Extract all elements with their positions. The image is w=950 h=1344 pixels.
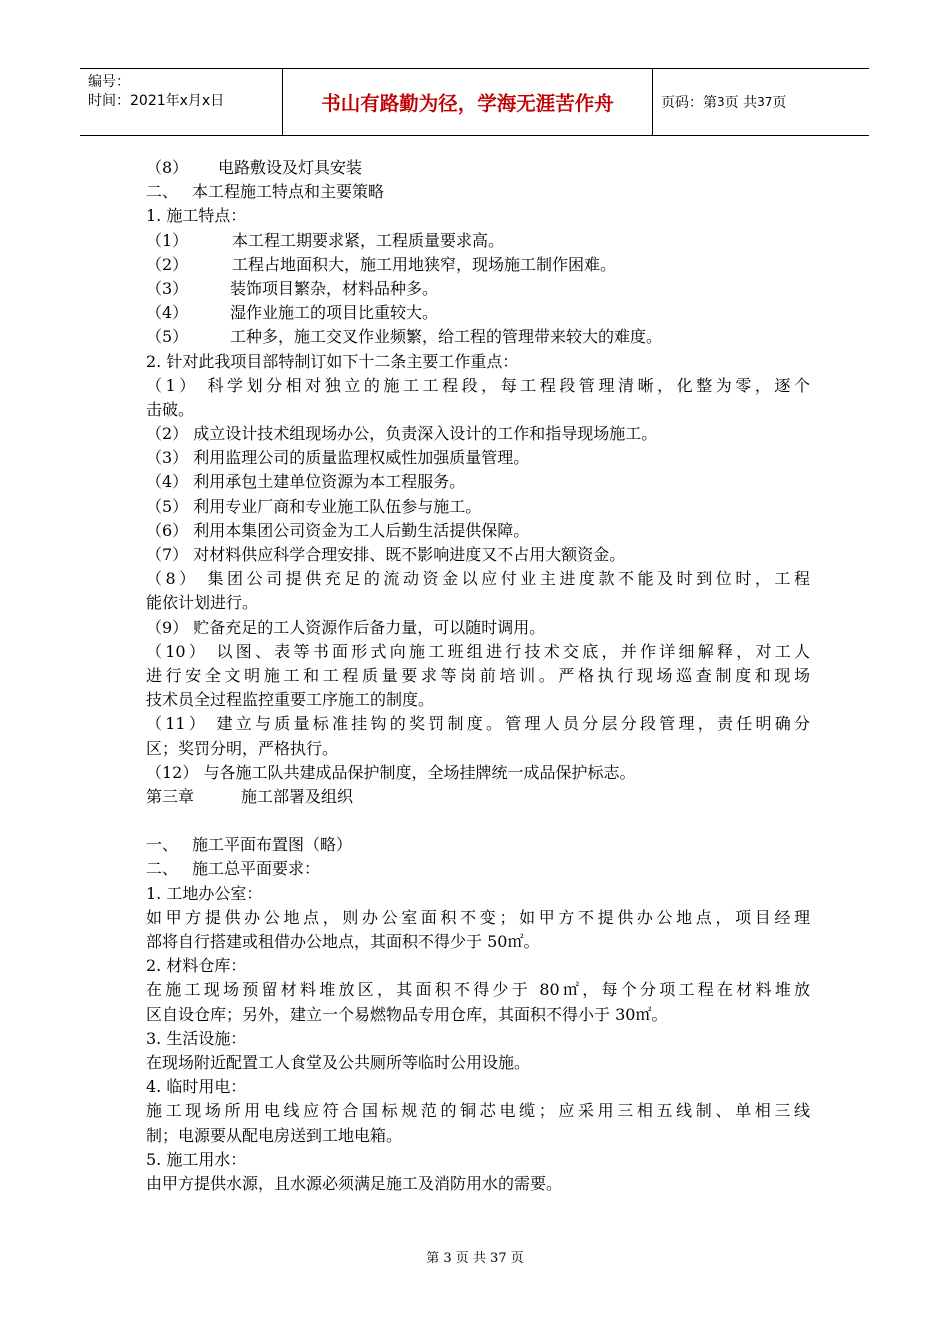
item-text: 工程占地面积大，施工用地狭窄，现场施工制作困难。 [232,254,617,274]
header-info-cell [80,69,283,135]
list-item [146,253,810,277]
item-text: 湿作业施工的项目比重较大。 [230,303,439,323]
heading-text: 本工程施工特点和主要策略 [192,182,385,202]
paragraph-line: （2） 成立设计技术组现场办公，负责深入设计的工作和指导现场施工。 [146,424,658,444]
paragraph-line: （10） 以图、表等书面形式向施工班组进行技术交底，并作详细解释，对工人 [146,641,810,661]
item-number: （2） [146,254,189,274]
item-text: 本工程工期要求紧，工程质量要求高。 [232,230,505,250]
page-total-number: 37 [757,95,773,109]
subsection-heading: 2. 材料仓库： [146,956,247,976]
item-number: （8） [146,158,189,177]
heading-number: 二、 [146,182,179,202]
paragraph-line: 能依计划进行。 [146,593,259,613]
item-number: （5） [146,327,189,347]
paragraph-line: 进行安全文明施工和工程质量要求等岗前培训。严格执行现场巡查制度和现场 [146,665,810,685]
item-text: 装饰项目繁杂，材料品种多。 [230,278,439,298]
subsection-heading: 1. 施工特点： [146,206,247,226]
page-suffix: 页 [772,95,787,111]
paragraph-line: （8） 集团公司提供充足的流动资金以应付业主进度款不能及时到位时，工程 [146,569,810,589]
subsection-heading: 4. 临时用电： [146,1077,247,1097]
paragraph-line: 制；电源要从配电房送到工地电箱。 [146,1125,403,1145]
list-item [146,325,810,349]
item-number: （3） [146,278,189,298]
chapter-number: 第三章 [146,786,195,806]
item-text: 电路敷设及灯具安装 [218,158,363,177]
page-prefix: 页码：第 [661,95,717,111]
page-footer: 第 3 页 共 37 页 [426,1251,524,1266]
page-mid: 页 共 [724,95,758,111]
list-item [146,301,810,325]
paragraph-line: （1） 科学划分相对独立的施工工程段，每工程段管理清晰，化整为零，逐个 [146,375,810,395]
blank-line [146,809,810,833]
paragraph-line: （12） 与各施工队共建成品保护制度，全场挂牌统一成品保护标志。 [146,762,636,782]
paragraph-line: 区自设仓库；另外，建立一个易燃物品专用仓库，其面积不得小于 30㎡。 [146,1004,668,1024]
paragraph-line: 区；奖罚分明，严格执行。 [146,738,339,758]
paragraph-line: （3） 利用监理公司的质量监理权威性加强质量管理。 [146,448,530,468]
chapter-heading [146,785,810,809]
paragraph-line: 由甲方提供水源，且水源必须满足施工及消防用水的需要。 [146,1173,563,1193]
section-heading [146,857,810,881]
paragraph-line: （4） 利用承包土建单位资源为本工程服务。 [146,472,466,492]
header-motto: 书山有路勤为径，学海无涯苦作舟 [283,69,653,135]
paragraph-line: 部将自行搭建或租借办公地点，其面积不得少于 50㎡。 [146,932,540,951]
section-heading [146,180,810,204]
list-item [146,277,810,301]
page-header [80,68,869,136]
subsection-heading: 2. 针对此我项目部特制订如下十二条主要工作重点： [146,351,519,371]
paragraph-line: 如甲方提供办公地点，则办公室面积不变；如甲方不提供办公地点，项目经理 [146,907,810,927]
heading-number: 一、 [146,835,179,855]
paragraph-line: 技术员全过程监控重要工序施工的制度。 [146,690,435,710]
paragraph-line: 在现场附近配置工人食堂及公共厕所等临时公用设施。 [146,1052,531,1072]
item-number: （4） [146,303,189,323]
list-item [146,156,810,180]
subsection-heading: 5. 施工用水： [146,1149,247,1169]
item-text: 工种多，施工交叉作业频繁，给工程的管理带来较大的难度。 [230,327,663,347]
item-number: （1） [146,230,189,250]
paragraph-line: 施工现场所用电线应符合国标规范的铜芯电缆；应采用三相五线制、单相三线 [146,1101,810,1121]
page-current-number: 3 [717,95,725,109]
chapter-title: 施工部署及组织 [241,786,354,806]
list-item [146,229,810,253]
document-time-label: 时间：2021年x月x日 [88,93,225,109]
paragraph-line: （7） 对材料供应科学合理安排、既不影响进度又不占用大额资金。 [146,545,626,564]
paragraph-line: （9） 贮备充足的工人资源作后备力量，可以随时调用。 [146,617,546,637]
subsection-heading: 3. 生活设施： [146,1028,247,1048]
document-number-label: 编号： [88,74,130,90]
subsection-heading: 1. 工地办公室： [146,883,263,903]
heading-text: 施工总平面要求： [192,859,321,879]
paragraph-line: （11） 建立与质量标准挂钩的奖罚制度。管理人员分层分段管理，责任明确分 [146,714,810,734]
heading-text: 施工平面布置图（略） [192,835,353,855]
paragraph-line: 在施工现场预留材料堆放区，其面积不得少于 80㎡，每个分项工程在材料堆放 [146,980,810,1000]
paragraph-line: 击破。 [146,399,195,419]
section-heading [146,833,810,857]
heading-number: 二、 [146,859,179,879]
header-page-indicator [653,69,869,135]
paragraph-line: （6） 利用本集团公司资金为工人后勤生活提供保障。 [146,520,530,540]
paragraph-line: （5） 利用专业厂商和专业施工队伍参与施工。 [146,496,482,516]
document-body [146,156,810,1196]
